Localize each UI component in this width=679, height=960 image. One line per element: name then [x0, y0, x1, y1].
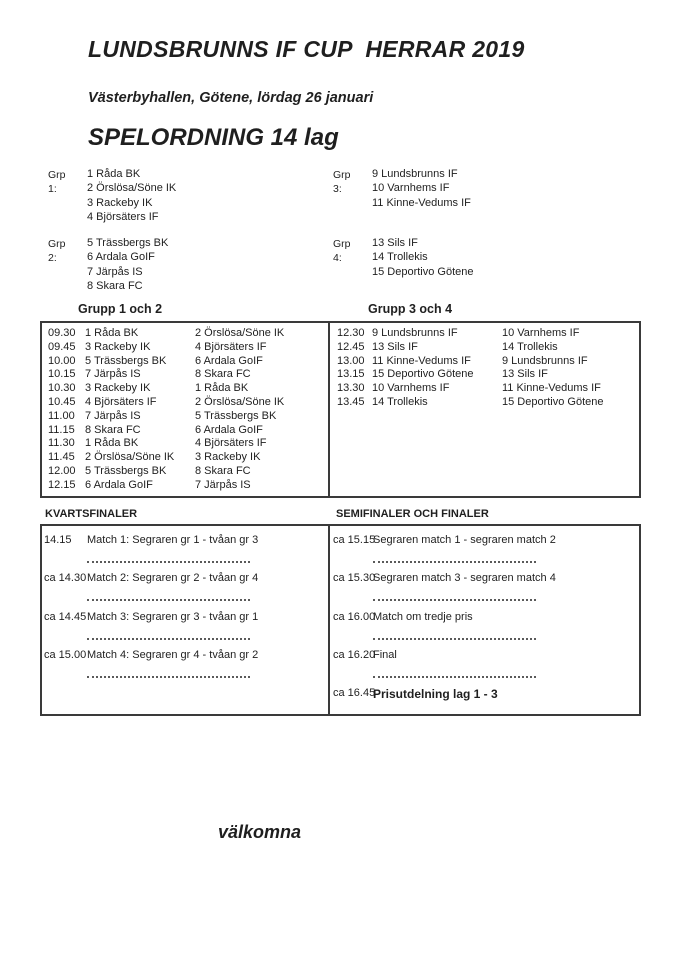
- match-description: Final: [373, 648, 397, 661]
- match-row: [42, 437, 328, 451]
- match-row: [330, 327, 635, 341]
- result-fill-in-line: [87, 638, 250, 640]
- match-description: Segraren match 1 - segraren match 2: [373, 534, 556, 546]
- group-label: Grp 4:: [333, 238, 351, 265]
- home-team: 3 Rackeby IK: [85, 382, 151, 395]
- match-time: 11.00: [48, 409, 75, 422]
- home-team: 5 Trässbergs BK: [85, 354, 167, 367]
- match-row: [42, 355, 328, 369]
- match-row: [42, 341, 328, 355]
- match-time: ca 16.20: [333, 648, 376, 661]
- home-team: 3 Rackeby IK: [85, 340, 151, 353]
- result-fill-in-line: [373, 676, 536, 678]
- group-label: Grp 3:: [333, 169, 351, 196]
- away-team: 14 Trollekis: [502, 340, 558, 353]
- match-time: 10.30: [48, 382, 76, 395]
- result-fill-in-line: [87, 599, 250, 601]
- group-stage-table: [40, 321, 641, 498]
- match-description: Match 1: Segraren gr 1 - tvåan gr 3: [87, 534, 259, 546]
- match-row: [330, 355, 635, 369]
- match-row: [42, 424, 328, 438]
- home-team: 10 Varnhems IF: [372, 382, 450, 395]
- team-name: 9 Lundsbrunns IF: [372, 168, 458, 180]
- match-description: Prisutdelning lag 1 - 3: [373, 687, 498, 702]
- schedule-group-3-4: [330, 327, 635, 410]
- away-team: 6 Ardala GoIF: [195, 423, 263, 436]
- team-name: 15 Deportivo Götene: [372, 265, 474, 278]
- match-description: Segraren match 3 - segraren match 4: [373, 572, 556, 585]
- page-title: LUNDSBRUNNS IF CUP HERRAR 2019: [88, 36, 525, 62]
- away-team: 7 Järpås IS: [195, 478, 251, 491]
- team-name: 1 Råda BK: [87, 168, 141, 180]
- result-fill-in-line: [373, 599, 536, 601]
- match-time: 12.30: [337, 327, 365, 339]
- team-name: 6 Ardala GoIF: [87, 251, 155, 264]
- playoffs-table: [40, 524, 641, 716]
- away-team: 10 Varnhems IF: [502, 327, 580, 339]
- event-location-date: Västerbyhallen, Götene, lördag 26 januari: [88, 90, 374, 106]
- group-teams: [87, 236, 307, 293]
- match-time: 10.15: [48, 368, 76, 381]
- table-header-group-3-4: Grupp 3 och 4: [368, 302, 453, 316]
- match-time: ca 15.15: [333, 534, 376, 546]
- match-time: 13.30: [337, 382, 365, 395]
- match-row: [330, 396, 635, 410]
- match-time: 12.15: [48, 478, 76, 491]
- match-description: Match 2: Segraren gr 2 - tvåan gr 4: [87, 572, 259, 585]
- home-team: 5 Trässbergs BK: [85, 464, 167, 477]
- team-name: 11 Kinne-Vedums IF: [372, 196, 471, 209]
- home-team: 1 Råda BK: [85, 327, 139, 339]
- match-row: [42, 451, 328, 465]
- group-label: Grp 1:: [48, 169, 66, 196]
- welcome-message: välkomna: [218, 822, 302, 842]
- team-name: 8 Skara FC: [87, 279, 143, 292]
- away-team: 13 Sils IF: [502, 368, 548, 381]
- schedule-heading: SPELORDNING 14 lag: [88, 124, 339, 151]
- match-row: [42, 368, 328, 382]
- result-fill-in-line: [373, 638, 536, 640]
- team-name: 2 Örslösa/Söne IK: [87, 182, 177, 195]
- match-row: [330, 382, 635, 396]
- home-team: 7 Järpås IS: [85, 368, 141, 381]
- away-team: 9 Lundsbrunns IF: [502, 354, 588, 367]
- team-name: 3 Rackeby IK: [87, 196, 153, 209]
- match-row: [330, 368, 635, 382]
- group-teams: [372, 236, 592, 279]
- match-row: [42, 479, 328, 493]
- section-header-quarterfinals: KVARTSFINALER: [45, 508, 138, 520]
- match-time: ca 14.30: [44, 572, 87, 585]
- result-fill-in-line: [87, 676, 250, 678]
- table-divider: [328, 526, 330, 714]
- match-time: 10.45: [48, 395, 76, 408]
- home-team: 15 Deportivo Götene: [372, 368, 474, 381]
- away-team: 4 Björsäters IF: [195, 437, 267, 450]
- match-time: 11.30: [48, 437, 75, 450]
- table-header-group-1-2: Grupp 1 och 2: [78, 302, 163, 316]
- away-team: 8 Skara FC: [195, 464, 251, 477]
- match-time: ca 16.00: [333, 610, 376, 623]
- match-time: ca 15.00: [44, 648, 87, 661]
- match-time: ca 15.30: [333, 572, 376, 585]
- home-team: 11 Kinne-Vedums IF: [372, 354, 471, 367]
- match-time: ca 16.45: [333, 687, 376, 700]
- team-name: 14 Trollekis: [372, 251, 428, 264]
- away-team: 3 Rackeby IK: [195, 451, 261, 464]
- home-team: 6 Ardala GoIF: [85, 478, 153, 491]
- match-row: [42, 396, 328, 410]
- team-name: 5 Trässbergs BK: [87, 237, 169, 249]
- group-label: Grp 2:: [48, 238, 66, 265]
- match-time: ca 14.45: [44, 610, 87, 623]
- match-time: 11.45: [48, 451, 75, 464]
- team-name: 4 Björsäters IF: [87, 210, 159, 223]
- away-team: 15 Deportivo Götene: [502, 395, 604, 408]
- away-team: 4 Björsäters IF: [195, 340, 267, 353]
- match-row: [42, 410, 328, 424]
- away-team: 6 Ardala GoIF: [195, 354, 263, 367]
- match-row: [42, 327, 328, 341]
- schedule-group-1-2: [42, 327, 328, 493]
- match-time: 09.30: [48, 327, 76, 339]
- result-fill-in-line: [87, 561, 250, 563]
- away-team: 1 Råda BK: [195, 382, 249, 395]
- home-team: 4 Björsäters IF: [85, 395, 157, 408]
- match-row: [42, 465, 328, 479]
- team-name: 7 Järpås IS: [87, 265, 143, 278]
- home-team: 1 Råda BK: [85, 437, 139, 450]
- home-team: 13 Sils IF: [372, 340, 418, 353]
- away-team: 2 Örslösa/Söne IK: [195, 395, 285, 408]
- result-fill-in-line: [373, 561, 536, 563]
- team-name: 10 Varnhems IF: [372, 182, 450, 195]
- home-team: 2 Örslösa/Söne IK: [85, 451, 175, 464]
- group-teams: [87, 167, 307, 224]
- match-time: 13.00: [337, 354, 365, 367]
- match-time: 12.00: [48, 464, 76, 477]
- away-team: 5 Trässbergs BK: [195, 409, 277, 422]
- team-name: 13 Sils IF: [372, 237, 418, 249]
- match-time: 11.15: [48, 423, 75, 436]
- group-teams: [372, 167, 592, 210]
- match-time: 14.15: [44, 534, 72, 546]
- away-team: 8 Skara FC: [195, 368, 251, 381]
- away-team: 11 Kinne-Vedums IF: [502, 382, 601, 395]
- home-team: 9 Lundsbrunns IF: [372, 327, 458, 339]
- match-row: [330, 341, 635, 355]
- match-time: 10.00: [48, 354, 76, 367]
- match-time: 12.45: [337, 340, 365, 353]
- match-time: 13.45: [337, 395, 365, 408]
- match-description: Match 3: Segraren gr 3 - tvåan gr 1: [87, 610, 259, 623]
- match-row: [42, 382, 328, 396]
- match-description: Match om tredje pris: [373, 610, 473, 623]
- match-time: 09.45: [48, 340, 76, 353]
- away-team: 2 Örslösa/Söne IK: [195, 327, 285, 339]
- home-team: 7 Järpås IS: [85, 409, 141, 422]
- home-team: 8 Skara FC: [85, 423, 141, 436]
- section-header-finals: SEMIFINALER OCH FINALER: [336, 508, 489, 520]
- match-description: Match 4: Segraren gr 4 - tvåan gr 2: [87, 648, 259, 661]
- match-time: 13.15: [337, 368, 365, 381]
- home-team: 14 Trollekis: [372, 395, 428, 408]
